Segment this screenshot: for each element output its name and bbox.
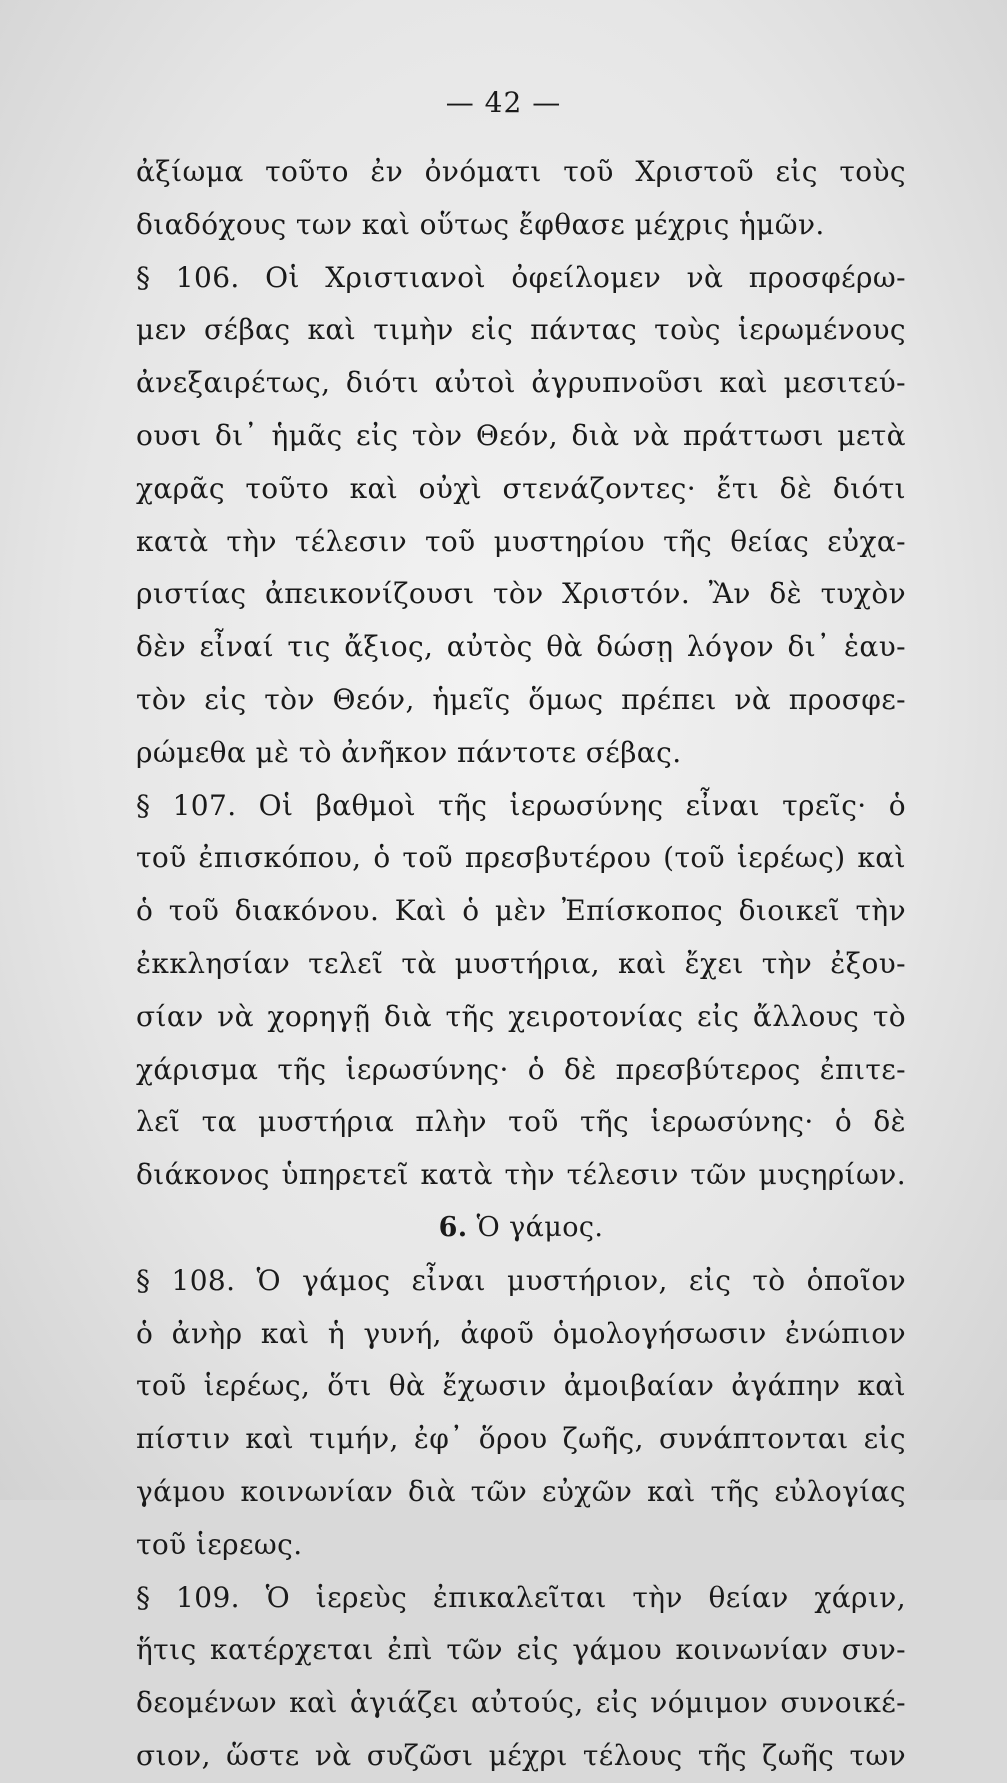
text-line: ρώμεθα μὲ τὸ ἀνῆκον πάντοτε σέβας. <box>136 735 682 769</box>
text-line: δεομένων καὶ ἁγιάζει αὐτούς, εἰς νόμιμον συνοικέ- <box>136 1686 906 1720</box>
text-line: γάμου κοινωνίαν διὰ τῶν εὐχῶν καὶ τῆς εὐλογίας <box>136 1474 906 1508</box>
text-line: § 107. Οἱ βαθμοὶ τῆς ἱερωσύνης εἶναι τρεῖς· ὁ <box>136 788 906 822</box>
text-line: διαδόχους των καὶ οὕτως ἔφθασε μέχρις ἡμῶν. <box>136 207 825 241</box>
text-line: χαρᾶς τοῦτο καὶ οὐχὶ στενάζοντες· ἔτι δὲ διότι <box>136 471 906 505</box>
text-line: τοῦ ἐπισκόπου, ὁ τοῦ πρεσβυτέρου (τοῦ ἱερέως) καὶ <box>136 841 906 875</box>
text-line: δὲν εἶναί τις ἄξιος, αὐτὸς θὰ δώσῃ λόγον δι᾿ ἑαυ- <box>136 630 906 664</box>
text-line: § 106. Οἱ Χριστιανοὶ ὀφείλομεν νὰ προσφέρω- <box>136 260 906 294</box>
text-line: σίαν νὰ χορηγῇ διὰ τῆς χειροτονίας εἰς ἄλλους τὸ <box>136 999 906 1033</box>
body-text <box>136 146 906 1783</box>
text-line: ὁ τοῦ διακόνου. Καὶ ὁ μὲν Ἐπίσκοπος διοικεῖ τὴν <box>136 894 906 928</box>
text-line: διάκονος ὑπηρετεῖ κατὰ τὴν τέλεσιν τῶν μυςηρίων. <box>136 1158 906 1192</box>
text-line: ἀνεξαιρέτως, διότι αὐτοὶ ἀγρυπνοῦσι καὶ μεσιτεύ- <box>136 366 906 400</box>
text-line: ριστίας ἀπεικονίζουσι τὸν Χριστόν. Ἂν δὲ τυχὸν <box>136 577 906 611</box>
section-heading <box>136 1202 906 1255</box>
text-line: λεῖ τα μυστήρια πλὴν τοῦ τῆς ἱερωσύνης· ὁ δὲ <box>136 1105 906 1139</box>
text-line: § 109. Ὁ ἱερεὺς ἐπικαλεῖται τὴν θείαν χάριν, <box>136 1580 906 1614</box>
text-line: τὸν εἰς τὸν Θεόν, ἡμεῖς ὅμως πρέπει νὰ προσφε- <box>136 682 906 716</box>
text-line: § 108. Ὁ γάμος εἶναι μυστήριον, εἰς τὸ ὁποῖον <box>136 1263 906 1297</box>
text-line: τοῦ ἱερέως, ὅτι θὰ ἔχωσιν ἀμοιβαίαν ἀγάπην καὶ <box>136 1369 906 1403</box>
text-line: σιον, ὥστε νὰ συζῶσι μέχρι τέλους τῆς ζωῆς των <box>136 1738 906 1772</box>
text-line: μεν σέβας καὶ τιμὴν εἰς πάντας τοὺς ἱερωμένους <box>136 313 906 347</box>
section-title: Ὁ γάμος. <box>476 1211 604 1243</box>
page-number: — 42 — <box>445 86 562 119</box>
text-line: ἐκκλησίαν τελεῖ τὰ μυστήρια, καὶ ἔχει τὴν ἐξου- <box>136 946 906 980</box>
text-line: χάρισμα τῆς ἱερωσύνης· ὁ δὲ πρεσβύτερος ἐπιτε- <box>136 1052 906 1086</box>
text-line: ἀξίωμα τοῦτο ἐν ὀνόματι τοῦ Χριστοῦ εἰς τοὺς <box>136 155 906 188</box>
text-line: πίστιν καὶ τιμήν, ἐφ᾿ ὅρου ζωῆς, συνάπτονται εἰς <box>136 1422 906 1456</box>
text-line: κατὰ τὴν τέλεσιν τοῦ μυστηρίου τῆς θείας εὐχα- <box>136 524 906 558</box>
text-line: ὁ ἀνὴρ καὶ ἡ γυνή, ἀφοῦ ὁμολογήσωσιν ἐνώπιον <box>136 1316 906 1350</box>
text-line: ουσι δι᾿ ἡμᾶς εἰς τὸν Θεόν, διὰ νὰ πράττωσι μετὰ <box>136 418 906 452</box>
section-number: 6. <box>438 1211 468 1243</box>
text-line: τοῦ ἱερεως. <box>136 1527 303 1561</box>
text-line: ἥτις κατέρχεται ἐπὶ τῶν εἰς γάμου κοινωνίαν συν- <box>136 1633 906 1667</box>
